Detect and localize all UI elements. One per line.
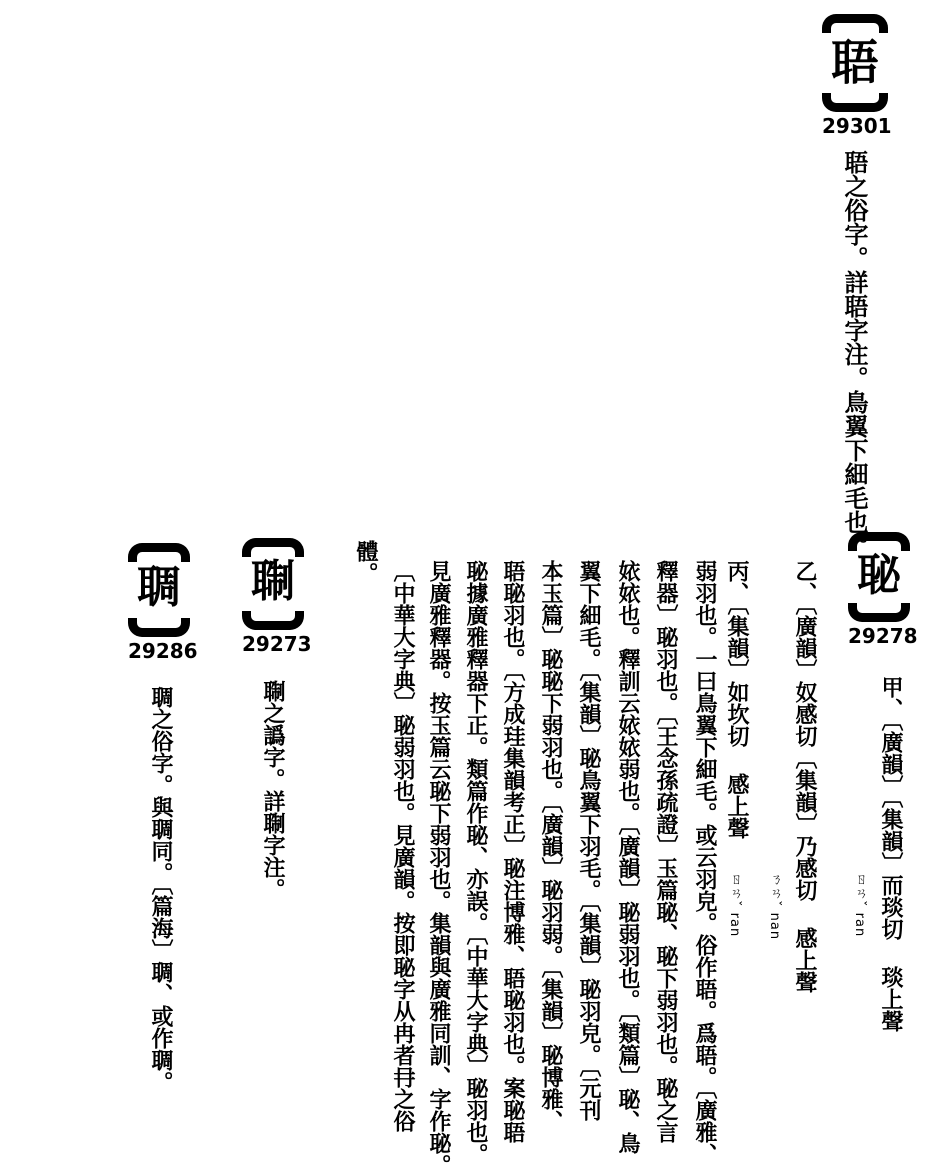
head-character: 䎵 (857, 550, 901, 601)
definition-text: 䎻之俗字。與䎻同。〔篇海〕䎻、或作䎻。 (148, 686, 174, 1093)
head-character: 䎺 (251, 556, 295, 607)
bracket-bottom (128, 618, 190, 637)
pronunciation: ㄋㄢˇ nan (767, 872, 782, 941)
head-character: 䎸 (830, 35, 879, 91)
definition-text: 弱羽也。一曰鳥翼下細毛。或云羽皃。俗作䎸。爲䎸。〔廣雅、 (692, 560, 718, 1165)
bracket-bottom (848, 603, 910, 622)
entry-number: 29286 (128, 639, 198, 663)
bracket-bottom (822, 93, 888, 112)
definition-text: 翼下細毛。〔集韻〕䎵鳥翼下羽毛。〔集韻〕䎵羽皃。〔元刊 (576, 560, 602, 1121)
definition-text: 䎵據廣雅釋器下正。類篇作䎵、亦誤。〔中華大字典〕䎵羽也。 (463, 560, 489, 1165)
definition-text: 䎸之俗字。詳䎸字注。鳥翼下細毛也。 (840, 150, 869, 558)
entry-head-29273 (242, 538, 312, 656)
reading-line: 甲、〔廣韻〕〔集韻〕而琰切 琰上聲 (878, 676, 904, 1032)
definition-text: 〔中華大字典〕䎵弱羽也。見廣韻。按即䎵字从冉者冄之俗 (390, 560, 416, 1132)
entry-number: 29273 (242, 632, 312, 656)
reading-line: 丙、〔集韻〕如坎切 感上聲 (724, 560, 750, 839)
definition-text: 䎺之譌字。詳䎺字注。 (260, 680, 286, 900)
entry-head-29278 (848, 532, 918, 648)
definition-text: 䎸䎵羽也。〔方成珪集韻考正〕䎵注博雅、䎸䎵羽也。案䎵䎸 (500, 560, 526, 1143)
entry-head-29301 (822, 14, 892, 138)
pronunciation: ㄖㄢˇ ran (727, 872, 742, 938)
definition-text: 見廣雅釋器。按玉篇云䎵下弱羽也。集韻與廣雅同訓、字作䎵。 (426, 560, 452, 1176)
entry-number: 29301 (822, 114, 892, 138)
definition-text: 釋器〕䎵羽也。〔王念孫疏證〕玉篇䎵、䎵下弱羽也。䎵之言 (653, 560, 679, 1143)
head-character: 䎻 (137, 562, 181, 613)
bracket-top (242, 538, 304, 557)
bracket-top (822, 14, 888, 33)
reading-line: 乙、〔廣韻〕奴感切〔集韻〕乃感切 感上聲 (792, 560, 818, 993)
bracket-top (128, 543, 190, 562)
definition-text: 㛄㛄也。釋訓云㛄㛄弱也。〔廣韻〕䎵弱羽也。〔類篇〕䎵、鳥 (615, 560, 641, 1154)
definition-text: 體。 (353, 540, 379, 584)
entry-number: 29278 (848, 624, 918, 648)
definition-text: 本玉篇〕䎵䎵下弱羽也。〔廣韻〕䎵羽弱。〔集韻〕䎵博雅、 (538, 560, 564, 1132)
bracket-bottom (242, 611, 304, 630)
bracket-top (848, 532, 910, 551)
entry-head-29286 (128, 543, 198, 663)
pronunciation: ㄖㄢˇ ran (852, 872, 867, 938)
